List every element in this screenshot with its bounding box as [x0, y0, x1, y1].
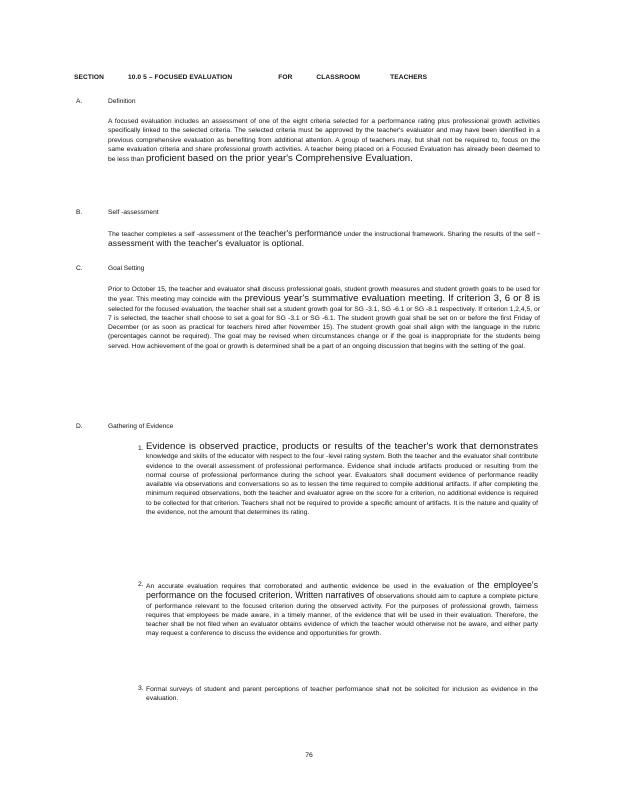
item-2-text-large: the employee's performance on the focused criterion. Written narratives of: [146, 580, 539, 601]
item-2-text: An accurate evaluation requires that corroborated and authentic evidence be used in the evaluation of: [146, 583, 474, 590]
section-b-text-2: under the instructional framework. Sharing the results of the self: [343, 231, 536, 238]
section-c-text-2: selected for the focused evaluation, the teacher shall set a student growth goal for SG -3.1, SG -6.1 or SG -8.1 respectively. If criterion 1,2,4,5, or 7 is selected, the teacher shall choose to set a goal for SG -3.1 or SG -6.1. The student growth goal shall be set on or before the first Friday of December (or as soon as practical for teachers hired after November 15). The student growth goal shall align with the language in the rubric (percentages cannot be required). The goal may be revised when circumstances change or if the goal is inappropriate for the students being served. How achievement of the goal or growth is determined shall be a part of an ongoing discussion that begins with the setting of the goal.: [108, 305, 540, 350]
section-c-text-large: previous year's summative evaluation meeting. If criterion 3, 6 or 8 is: [244, 293, 541, 305]
item-3-text: Formal surveys of student and parent perceptions of teacher performance shall not be solicited for inclusion as evidence in the evaluation.: [146, 686, 538, 703]
section-b-text: The teacher completes a self -assessment of: [108, 231, 243, 238]
section-c-title: Goal Setting: [108, 265, 145, 272]
section-c-letter: C.: [76, 265, 83, 272]
section-header: [74, 74, 558, 81]
header-classroom: CLASSROOM: [316, 74, 361, 81]
item-1-number: 1.: [138, 445, 144, 452]
item-3-body: [146, 685, 538, 704]
section-b-text-large: -assessment with the teacher's evaluator is optional.: [108, 228, 541, 249]
item-3-number: 3.: [138, 685, 144, 692]
item-1-text-large: Evidence is observed practice, products or results of the teacher's work that demonstrates: [146, 441, 538, 452]
page-number: 76: [305, 752, 313, 759]
section-b-letter: B.: [76, 209, 83, 216]
section-a-title: Definition: [108, 98, 136, 105]
section-b-title: Self -assessment: [108, 209, 159, 216]
section-a-letter: A.: [76, 98, 83, 105]
item-1-body: [146, 442, 538, 517]
section-d-letter: D.: [76, 423, 83, 430]
item-2-text-2: observations should aim to capture a complete picture of performance relevant to the focused criterion during the observed activity. For the purposes of professional growth, fairness requires that employees be made aware, in a timely manner, of the evidence that will be used in their evaluation. Therefore, the teacher shall be not filed when an evaluator obtains evidence of which the teacher would otherwise not be aware, and either party may request a conference to discuss the evidence and opportunities for growth.: [146, 593, 539, 638]
section-d-title: Gathering of Evidence: [108, 423, 174, 430]
header-section-label: SECTION: [74, 74, 105, 81]
section-b-text-mid: the teacher's performance: [244, 228, 342, 238]
header-section-number: 10.0 5 – FOCUSED EVALUATION: [127, 74, 233, 81]
section-c-body: [108, 285, 540, 351]
item-1-text: knowledge and skills of the educator with respect to the four -level rating system. Both the teacher and the evaluator shall contribute evidence to the overall assessment of professional performance. Evidence shall include artifacts produced or resulting from the normal course of professional performance during the school year. Evaluators shall document evidence of performance readily available via observations and conversations so as to lessen the time required to compile additional artifacts. If after completing the minimum required observations, both the teacher and evaluator agree on the score for a criterion, no additional evidence is required to be collected for that criterion. Teachers shall not be required to provide a specific amount of artifacts. It is the nature and quality of the evidence, not the amount that determines its rating.: [146, 453, 538, 517]
item-2-number: 2.: [138, 581, 144, 588]
section-a-body: [108, 117, 540, 164]
item-2-body: [146, 581, 538, 639]
header-teachers: TEACHERS: [390, 74, 428, 81]
section-c-text: Prior to October 15, the teacher and evaluator shall discuss professional goals, student growth measures and student growth goals to be used for the year. This meeting may coincide with the: [108, 286, 540, 304]
section-a-text-large: proficient based on the prior year's Comprehensive Evaluation.: [145, 153, 413, 165]
section-b-body: [108, 229, 540, 250]
header-for: FOR: [278, 74, 293, 81]
section-a-text: A focused evaluation includes an assessment of one of the eight criteria selected for a performance rating plus professional growth activities specifically linked to the selected criteria. The selected criteria must be approved by the teacher's evaluator and may have been identified in a previous comprehensive evaluation as benefiting from additional attention. A group of teachers may, but shall not be required to, focus on the same evaluation criteria and share professional growth activities. A teacher being placed on a Focused Evaluation has already been deemed to be less than: [108, 118, 540, 164]
